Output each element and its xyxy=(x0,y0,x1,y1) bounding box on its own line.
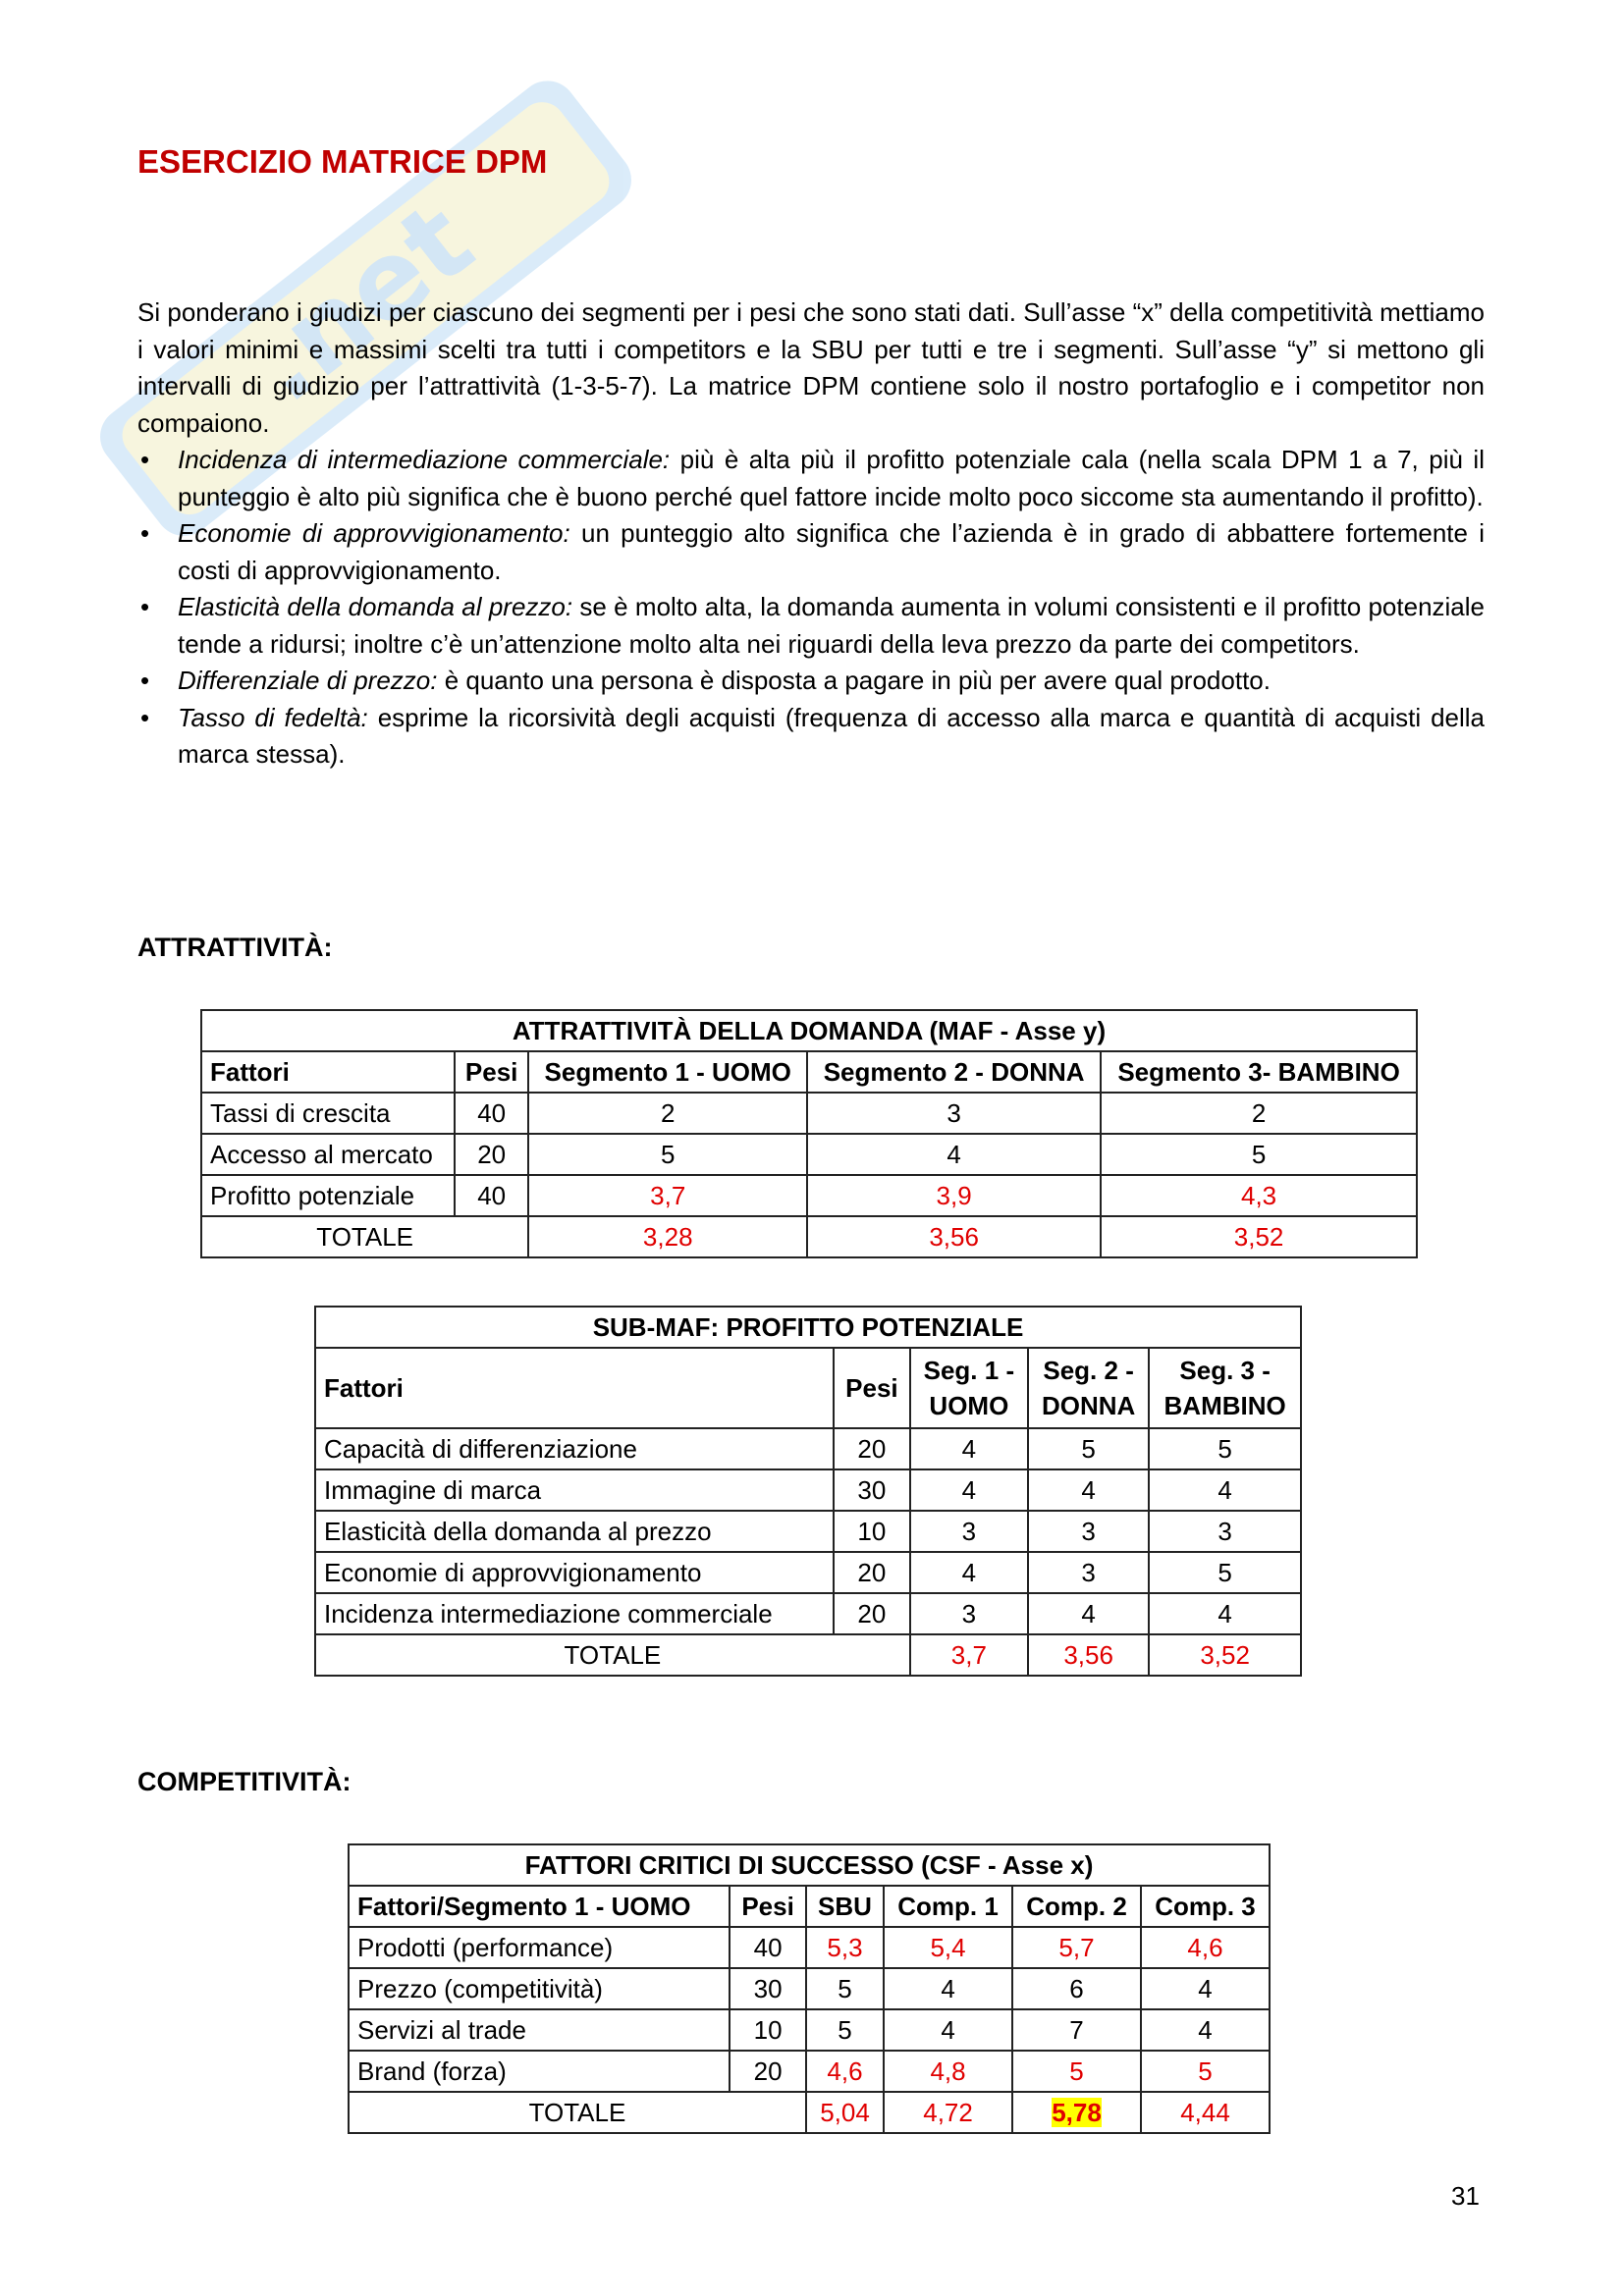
table-cell: 4 xyxy=(910,1469,1028,1511)
total-cell-highlighted xyxy=(1012,2092,1141,2133)
table-cell: 40 xyxy=(730,1927,806,1968)
table-cell: 3 xyxy=(807,1093,1101,1134)
bullet-item xyxy=(137,589,1485,663)
table-cell: 5 xyxy=(806,2009,884,2051)
table-cell: 30 xyxy=(834,1469,910,1511)
table-row xyxy=(315,1552,1301,1593)
bullet-icon: • xyxy=(140,702,150,732)
table-cell: 5 xyxy=(1149,1552,1301,1593)
bullet-icon: • xyxy=(140,592,150,621)
total-row xyxy=(201,1216,1417,1257)
table-cell: 10 xyxy=(730,2009,806,2051)
table-cell: 20 xyxy=(834,1552,910,1593)
bullet-text: è quanto una persona è disposta a pagare in più per avere qual prodotto. xyxy=(437,666,1271,695)
header-line: UOMO xyxy=(929,1391,1009,1420)
total-cell: 3,52 xyxy=(1149,1634,1301,1676)
section-heading-attrattivita: ATTRATTIVITÀ: xyxy=(137,933,333,962)
intro-paragraph: Si ponderano i giudizi per ciascuno dei segmenti per i pesi che sono stati dati. Sull’asse “x” della competitività mettiamo i valori minimi e massimi scelti tra tutti i competitors e la SBU per tutti e tre i segmenti. Sull’asse “y” si mettono gli intervalli di giudizio per l’attrattività (1-3-5-7). La matrice DPM contiene solo il nostro portafoglio e i competitor non compaiono. xyxy=(137,297,1485,438)
total-row xyxy=(315,1634,1301,1676)
table-cell: Brand (forza) xyxy=(349,2051,730,2092)
submaf-header-cell: Fattori xyxy=(315,1348,834,1428)
bullet-item xyxy=(137,663,1485,700)
table-row xyxy=(315,1511,1301,1552)
csf-header-cell: Comp. 3 xyxy=(1141,1886,1270,1927)
table-row xyxy=(315,1469,1301,1511)
table-cell: 5 xyxy=(1028,1428,1149,1469)
table-cell: 3 xyxy=(910,1511,1028,1552)
header-line: DONNA xyxy=(1041,1391,1136,1420)
table-cell: Tassi di crescita xyxy=(201,1093,455,1134)
table-cell: 6 xyxy=(1012,1968,1141,2009)
table-cell: 3 xyxy=(1149,1511,1301,1552)
table-cell: 30 xyxy=(730,1968,806,2009)
maf-header-cell: Pesi xyxy=(455,1051,528,1093)
table-cell: 5 xyxy=(1101,1134,1417,1175)
csf-table xyxy=(348,1843,1271,2134)
bullet-item xyxy=(137,515,1485,589)
table-cell: 4 xyxy=(884,1968,1012,2009)
table-cell: 40 xyxy=(455,1175,528,1216)
table-cell: 3 xyxy=(1028,1511,1149,1552)
table-cell: 20 xyxy=(834,1593,910,1634)
csf-header-row xyxy=(349,1886,1270,1927)
section-heading-competitivita: COMPETITIVITÀ: xyxy=(137,1767,352,1796)
bullet-icon: • xyxy=(140,518,150,548)
total-label: TOTALE xyxy=(201,1216,528,1257)
intro-text-block xyxy=(137,294,1485,774)
table-row xyxy=(349,2051,1270,2092)
table-cell: 4 xyxy=(910,1428,1028,1469)
total-row xyxy=(349,2092,1270,2133)
page-title: ESERCIZIO MATRICE DPM xyxy=(137,143,548,180)
total-cell: 3,28 xyxy=(528,1216,807,1257)
table-cell: 4 xyxy=(1149,1469,1301,1511)
submaf-caption: SUB-MAF: PROFITTO POTENZIALE xyxy=(315,1307,1301,1348)
table-cell: 40 xyxy=(455,1093,528,1134)
submaf-header-cell xyxy=(910,1348,1028,1428)
table-cell: Accesso al mercato xyxy=(201,1134,455,1175)
maf-table xyxy=(200,1009,1418,1258)
table-row xyxy=(201,1093,1417,1134)
header-line: Seg. 2 - xyxy=(1043,1356,1134,1385)
total-cell: 5,04 xyxy=(806,2092,884,2133)
page-number: 31 xyxy=(1451,2181,1480,2211)
submaf-header-cell: Pesi xyxy=(834,1348,910,1428)
table-cell: 4 xyxy=(1149,1593,1301,1634)
bullet-item xyxy=(137,442,1485,515)
total-label: TOTALE xyxy=(315,1634,910,1676)
table-cell: 5 xyxy=(528,1134,807,1175)
table-row xyxy=(349,1927,1270,1968)
table-cell: 20 xyxy=(834,1428,910,1469)
maf-caption: ATTRATTIVITÀ DELLA DOMANDA (MAF - Asse y) xyxy=(201,1010,1417,1051)
table-cell: 5,3 xyxy=(806,1927,884,1968)
table-cell: Prodotti (performance) xyxy=(349,1927,730,1968)
table-cell: 2 xyxy=(1101,1093,1417,1134)
bullet-term: Differenziale di prezzo: xyxy=(178,666,438,695)
maf-header-cell: Fattori xyxy=(201,1051,455,1093)
table-cell: 4 xyxy=(1028,1469,1149,1511)
table-cell: 10 xyxy=(834,1511,910,1552)
submaf-header-cell xyxy=(1028,1348,1149,1428)
table-cell: 20 xyxy=(455,1134,528,1175)
bullet-term: Tasso di fedeltà: xyxy=(178,702,368,732)
bullet-icon: • xyxy=(140,666,150,695)
total-label: TOTALE xyxy=(349,2092,806,2133)
csf-header-cell: Fattori/Segmento 1 - UOMO xyxy=(349,1886,730,1927)
table-cell: 3 xyxy=(910,1593,1028,1634)
table-cell: 4 xyxy=(1028,1593,1149,1634)
table-cell: 4 xyxy=(884,2009,1012,2051)
table-cell: Capacità di differenziazione xyxy=(315,1428,834,1469)
header-line: Seg. 1 - xyxy=(923,1356,1015,1385)
bullet-term: Elasticità della domanda al prezzo: xyxy=(178,592,573,621)
bullet-item xyxy=(137,700,1485,774)
maf-header-cell: Segmento 2 - DONNA xyxy=(807,1051,1101,1093)
table-cell: 4 xyxy=(1141,2009,1270,2051)
table-cell: 2 xyxy=(528,1093,807,1134)
bullet-text: più è alta più il profitto potenziale cala (nella scala DPM 1 a 7, più il punteggio è alto più significa che è buono perché quel fattore incide molto poco siccome sta aumentando il profitto). xyxy=(178,445,1485,511)
maf-header-cell: Segmento 3- BAMBINO xyxy=(1101,1051,1417,1093)
total-cell: 4,44 xyxy=(1141,2092,1270,2133)
table-cell: 7 xyxy=(1012,2009,1141,2051)
table-cell: 5 xyxy=(1141,2051,1270,2092)
table-cell: 4,6 xyxy=(806,2051,884,2092)
table-cell: Profitto potenziale xyxy=(201,1175,455,1216)
highlighted-value: 5,78 xyxy=(1052,2097,1102,2127)
table-row xyxy=(349,2009,1270,2051)
submaf-header-cell xyxy=(1149,1348,1301,1428)
csf-header-cell: SBU xyxy=(806,1886,884,1927)
total-cell: 3,56 xyxy=(1028,1634,1149,1676)
table-row xyxy=(201,1134,1417,1175)
csf-header-cell: Comp. 2 xyxy=(1012,1886,1141,1927)
csf-header-cell: Comp. 1 xyxy=(884,1886,1012,1927)
submaf-header-row xyxy=(315,1348,1301,1428)
bullet-text: esprime la ricorsività degli acquisti (frequenza di accesso alla marca e quantità di acquisti della marca stessa). xyxy=(178,702,1486,769)
table-cell: 3 xyxy=(1028,1552,1149,1593)
bullet-text: se è molto alta, la domanda aumenta in volumi consistenti e il profitto potenziale tende a ridursi; inoltre c’è un’attenzione molto alta nei riguardi della leva prezzo da parte dei competitors. xyxy=(178,592,1486,659)
table-cell: Incidenza intermediazione commerciale xyxy=(315,1593,834,1634)
table-row xyxy=(349,1968,1270,2009)
header-line: Seg. 3 - xyxy=(1179,1356,1271,1385)
table-cell: 4 xyxy=(1141,1968,1270,2009)
table-cell: 4,3 xyxy=(1101,1175,1417,1216)
bullet-text: un punteggio alto significa che l’azienda è in grado di abbattere fortemente i costi di approvvigionamento. xyxy=(178,518,1485,585)
csf-header-cell: Pesi xyxy=(730,1886,806,1927)
svg-text:.net: .net xyxy=(226,178,496,427)
bullet-term: Economie di approvvigionamento: xyxy=(178,518,570,548)
header-line: BAMBINO xyxy=(1163,1391,1286,1420)
total-cell: 3,7 xyxy=(910,1634,1028,1676)
table-cell: Servizi al trade xyxy=(349,2009,730,2051)
table-cell: 3,9 xyxy=(807,1175,1101,1216)
table-cell: 5,4 xyxy=(884,1927,1012,1968)
table-row xyxy=(201,1175,1417,1216)
total-cell: 3,52 xyxy=(1101,1216,1417,1257)
table-cell: Immagine di marca xyxy=(315,1469,834,1511)
table-cell: Prezzo (competitività) xyxy=(349,1968,730,2009)
bullet-term: Incidenza di intermediazione commerciale: xyxy=(178,445,671,474)
csf-caption: FATTORI CRITICI DI SUCCESSO (CSF - Asse x) xyxy=(349,1844,1270,1886)
table-cell: Elasticità della domanda al prezzo xyxy=(315,1511,834,1552)
table-cell: 5,7 xyxy=(1012,1927,1141,1968)
table-cell: 4 xyxy=(807,1134,1101,1175)
table-cell: Economie di approvvigionamento xyxy=(315,1552,834,1593)
table-cell: 5 xyxy=(1149,1428,1301,1469)
table-row xyxy=(315,1428,1301,1469)
submaf-table xyxy=(314,1306,1302,1677)
table-cell: 4,8 xyxy=(884,2051,1012,2092)
maf-header-row xyxy=(201,1051,1417,1093)
table-cell: 4 xyxy=(910,1552,1028,1593)
bullet-icon: • xyxy=(140,445,150,474)
maf-header-cell: Segmento 1 - UOMO xyxy=(528,1051,807,1093)
table-cell: 3,7 xyxy=(528,1175,807,1216)
table-row xyxy=(315,1593,1301,1634)
table-cell: 20 xyxy=(730,2051,806,2092)
total-cell: 4,72 xyxy=(884,2092,1012,2133)
total-cell: 3,56 xyxy=(807,1216,1101,1257)
table-cell: 5 xyxy=(1012,2051,1141,2092)
table-cell: 4,6 xyxy=(1141,1927,1270,1968)
table-cell: 5 xyxy=(806,1968,884,2009)
bullet-list xyxy=(137,442,1485,774)
